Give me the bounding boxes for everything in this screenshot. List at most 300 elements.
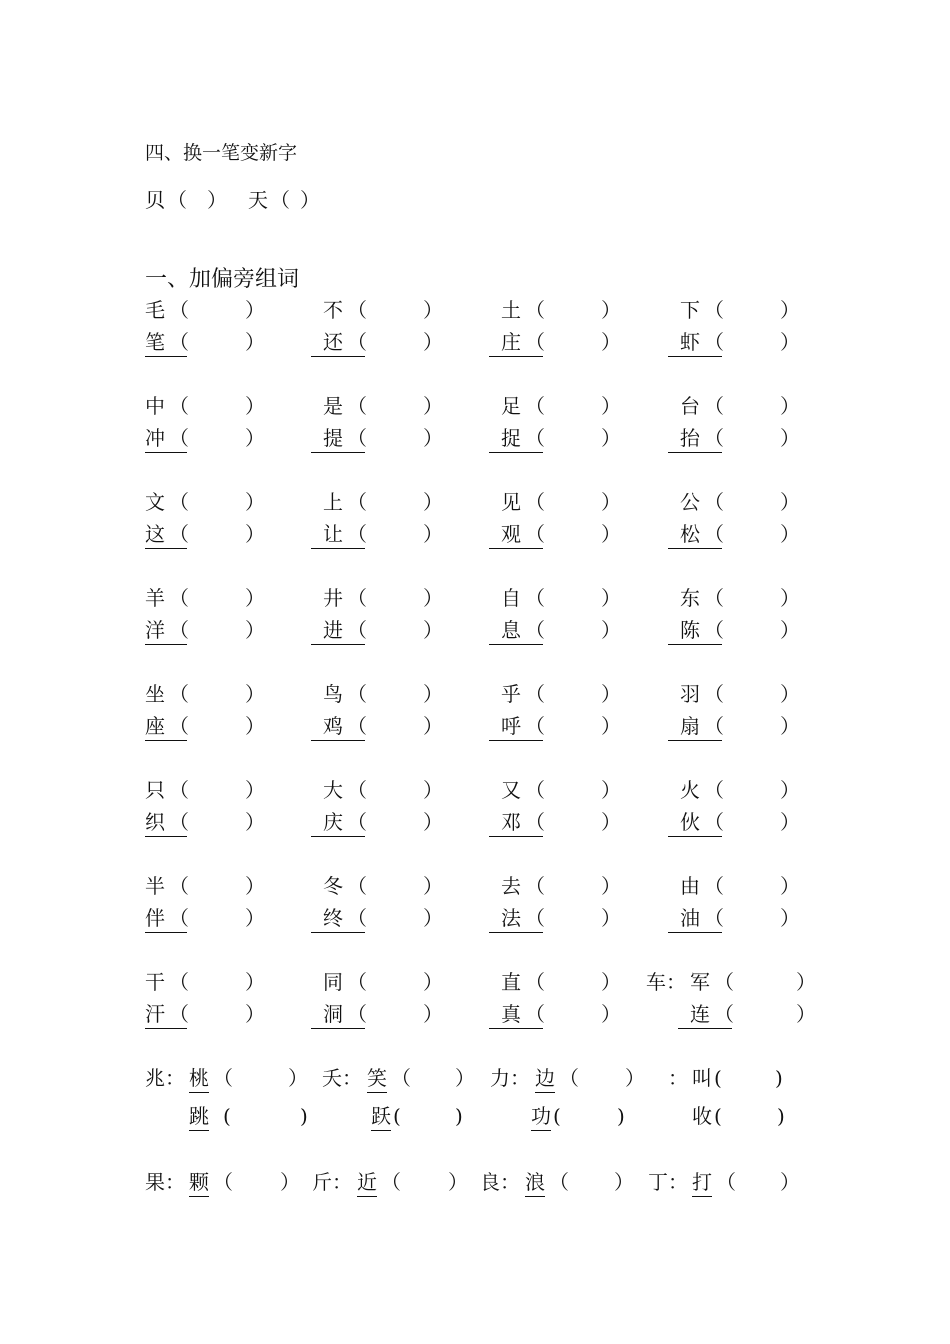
word-cell [680, 584, 850, 612]
word-cell [680, 808, 850, 836]
paren-open: （ [525, 778, 545, 802]
word-cell [323, 392, 493, 420]
base-char: 中 [145, 394, 165, 418]
paren-close: ） [780, 298, 800, 322]
paren-close: ） [423, 778, 443, 802]
paren-open: （ [704, 618, 724, 642]
paren-close: ） [601, 490, 621, 514]
paren-close: ） [245, 394, 265, 418]
paren-open: （ [714, 1002, 734, 1026]
word-cell [690, 1000, 860, 1028]
paren-close: ） [455, 1066, 475, 1090]
base-char: 火 [680, 778, 700, 802]
word-cell [145, 904, 315, 932]
base-char: 羊 [145, 586, 165, 610]
paren-open: （ [169, 874, 189, 898]
paren-open: （ [549, 1170, 569, 1194]
word-cell [145, 328, 315, 356]
base-char: 文 [145, 490, 165, 514]
paren-open: （ [525, 426, 545, 450]
paren-open: （ [169, 906, 189, 930]
paren-close: ） [780, 586, 800, 610]
word-cell [646, 968, 860, 996]
paren-close: ） [245, 618, 265, 642]
derived-char: 息 [489, 616, 543, 645]
radical-label: 丁： [648, 1170, 688, 1194]
word-cell [501, 712, 671, 740]
paren-open: （ [704, 298, 724, 322]
base-char: 鸟 [323, 682, 343, 706]
word-cell [323, 1000, 493, 1028]
base-char: 羽 [680, 682, 700, 706]
paren-open: （ [704, 874, 724, 898]
radical-word-char: 笑 [367, 1064, 387, 1093]
derived-char: 连 [678, 1000, 732, 1029]
paren-open: （ [381, 1170, 401, 1194]
word-cell [145, 520, 315, 548]
paren-close: ） [780, 682, 800, 706]
paren-close: ） [601, 618, 621, 642]
paren-close: ） [423, 522, 443, 546]
derived-char: 洋 [145, 616, 187, 645]
base-char: 由 [680, 874, 700, 898]
word-cell [501, 808, 671, 836]
derived-char: 抬 [668, 424, 722, 453]
paren-open: ( [393, 1104, 401, 1128]
paren-open: （ [525, 970, 545, 994]
base-char: 自 [501, 586, 521, 610]
derived-char: 邓 [489, 808, 543, 837]
paren-close: ） [601, 522, 621, 546]
paren-close: ） [780, 778, 800, 802]
base-char: 冬 [323, 874, 343, 898]
word-cell [680, 872, 850, 900]
word-cell [680, 424, 850, 452]
paren-open: （ [347, 490, 367, 514]
derived-char: 让 [311, 520, 365, 549]
word-cell [501, 776, 671, 804]
paren-close: ） [601, 778, 621, 802]
paren-open: （ [347, 970, 367, 994]
paren-open: （ [704, 682, 724, 706]
change-stroke-item [248, 186, 348, 214]
word-cell [501, 872, 671, 900]
word-cell [323, 488, 493, 516]
paren-close: ） [448, 1170, 468, 1194]
radical-label: ： [668, 1066, 688, 1090]
paren-close: ） [245, 330, 265, 354]
paren-close: ） [288, 1066, 308, 1090]
paren-open: （ [347, 1002, 367, 1026]
paren-close: ） [245, 714, 265, 738]
base-char: 大 [323, 778, 343, 802]
paren-open: （ [525, 490, 545, 514]
derived-char: 这 [145, 520, 187, 549]
paren-close: ） [245, 298, 265, 322]
paren-open: （ [169, 298, 189, 322]
paren-close: ） [423, 714, 443, 738]
paren-open: （ [714, 970, 734, 994]
base-char: 不 [323, 298, 343, 322]
word-cell [145, 584, 315, 612]
paren-open: （ [347, 618, 367, 642]
paren-close: ） [601, 682, 621, 706]
derived-char: 织 [145, 808, 187, 837]
derived-char: 法 [489, 904, 543, 933]
base-char: 直 [501, 970, 521, 994]
word-cell [501, 904, 671, 932]
paren-open: ( [714, 1066, 722, 1090]
word-cell [145, 968, 315, 996]
paren-open: （ [213, 1170, 233, 1194]
paren-open: （ [525, 810, 545, 834]
paren-open: （ [347, 522, 367, 546]
word-cell [680, 392, 850, 420]
radical-label: 果： [145, 1170, 185, 1194]
derived-char: 笔 [145, 328, 187, 357]
derived-char: 洞 [311, 1000, 365, 1029]
paren-close: ） [780, 522, 800, 546]
paren-close: ） [423, 426, 443, 450]
radical-label: 良： [480, 1170, 520, 1194]
word-cell [323, 968, 493, 996]
word-cell [680, 488, 850, 516]
base-char: 乎 [501, 682, 521, 706]
base-char: 公 [680, 490, 700, 514]
paren-open: （ [525, 618, 545, 642]
paren-open: （ [391, 1066, 411, 1090]
derived-char: 终 [311, 904, 365, 933]
word-cell [680, 904, 850, 932]
radical-label: 斤： [312, 1170, 352, 1194]
paren-open: （ [347, 330, 367, 354]
word-cell [501, 328, 671, 356]
base-char: 干 [145, 970, 165, 994]
paren-close: ） [625, 1066, 645, 1090]
paren-open: ( [714, 1104, 722, 1128]
word-cell [501, 616, 671, 644]
radical-word-char: 颗 [189, 1168, 209, 1197]
word-cell [323, 616, 493, 644]
derived-char: 扇 [668, 712, 722, 741]
base-char: 东 [680, 586, 700, 610]
derived-char: 真 [489, 1000, 543, 1029]
paren-open: ( [553, 1104, 561, 1128]
word-cell [145, 616, 315, 644]
base-char: 同 [323, 970, 343, 994]
word-cell [501, 296, 671, 324]
paren-open: （ [704, 490, 724, 514]
paren-close: ） [780, 426, 800, 450]
paren-open: （ [347, 298, 367, 322]
word-cell [501, 584, 671, 612]
paren-open: （ [525, 906, 545, 930]
radical-word-char: 边 [535, 1064, 555, 1093]
paren-open: （ [213, 1066, 233, 1090]
base-char: 足 [501, 394, 521, 418]
word-cell [501, 488, 671, 516]
radical-word-char: 叫 [692, 1066, 712, 1090]
radical-word-char: 收 [692, 1104, 712, 1128]
paren-open: （ [704, 330, 724, 354]
paren-open: （ [169, 586, 189, 610]
paren-close: ） [245, 874, 265, 898]
paren-close: ） [207, 188, 227, 212]
paren-close: ） [780, 906, 800, 930]
base-char: 是 [323, 394, 343, 418]
paren-open: （ [704, 586, 724, 610]
derived-char: 庄 [489, 328, 543, 357]
paren-open: （ [704, 522, 724, 546]
section-1-title: 一、加偏旁组词 [145, 267, 300, 292]
paren-open: （ [525, 682, 545, 706]
paren-open: （ [704, 778, 724, 802]
word-cell [501, 1000, 671, 1028]
base-char: 下 [680, 298, 700, 322]
paren-open: （ [167, 188, 187, 212]
paren-open: ( [223, 1104, 231, 1128]
paren-close: ） [300, 188, 320, 212]
word-cell [145, 712, 315, 740]
paren-open: （ [525, 874, 545, 898]
derived-char: 松 [668, 520, 722, 549]
word-cell [680, 712, 850, 740]
derived-char: 观 [489, 520, 543, 549]
paren-close: ） [423, 810, 443, 834]
radical-label: 夭： [322, 1066, 362, 1090]
derived-char: 陈 [668, 616, 722, 645]
paren-close: ） [780, 1170, 800, 1194]
paren-open: （ [347, 394, 367, 418]
paren-open: （ [704, 426, 724, 450]
radical-label: 车： [646, 970, 686, 994]
word-cell [680, 776, 850, 804]
paren-close: ） [245, 810, 265, 834]
word-cell [323, 520, 493, 548]
word-cell [680, 680, 850, 708]
derived-char: 捉 [489, 424, 543, 453]
paren-open: （ [270, 188, 290, 212]
word-cell [680, 616, 850, 644]
paren-close: ） [601, 426, 621, 450]
paren-close: ） [796, 1002, 816, 1026]
paren-close: ） [423, 682, 443, 706]
word-cell [680, 296, 850, 324]
paren-close: ） [780, 330, 800, 354]
word-cell [501, 392, 671, 420]
derived-char: 呼 [489, 712, 543, 741]
radical-word-char: 桃 [189, 1064, 209, 1093]
paren-close: ） [780, 618, 800, 642]
paren-open: （ [347, 874, 367, 898]
radical-word-char: 跳 [189, 1102, 209, 1131]
paren-close: ） [796, 970, 816, 994]
word-cell [323, 328, 493, 356]
paren-close: ) [617, 1104, 625, 1128]
paren-open: （ [704, 714, 724, 738]
word-cell [145, 392, 315, 420]
radical-word-char: 打 [692, 1168, 712, 1197]
paren-open: （ [169, 394, 189, 418]
paren-close: ） [245, 586, 265, 610]
paren-close: ） [614, 1170, 634, 1194]
paren-open: （ [169, 618, 189, 642]
paren-open: （ [525, 522, 545, 546]
paren-close: ） [601, 394, 621, 418]
word-cell [323, 808, 493, 836]
paren-open: （ [347, 906, 367, 930]
derived-char: 进 [311, 616, 365, 645]
word-cell [323, 776, 493, 804]
paren-close: ） [245, 426, 265, 450]
paren-close: ） [245, 906, 265, 930]
word-cell [323, 296, 493, 324]
word-cell [323, 680, 493, 708]
paren-open: （ [169, 330, 189, 354]
derived-char: 鸡 [311, 712, 365, 741]
paren-close: ） [423, 586, 443, 610]
derived-char: 庆 [311, 808, 365, 837]
paren-open: （ [525, 1002, 545, 1026]
word-cell [680, 520, 850, 548]
base-char: 去 [501, 874, 521, 898]
paren-close: ） [280, 1170, 300, 1194]
paren-close: ） [245, 522, 265, 546]
paren-close: ) [777, 1104, 785, 1128]
source-char: 天 [248, 188, 268, 212]
paren-close: ） [780, 490, 800, 514]
word-cell [323, 584, 493, 612]
word-cell [145, 872, 315, 900]
word-cell [501, 680, 671, 708]
paren-open: （ [347, 778, 367, 802]
word-cell [145, 1000, 315, 1028]
paren-close: ） [601, 714, 621, 738]
paren-open: （ [704, 394, 724, 418]
derived-char: 提 [311, 424, 365, 453]
section-4-title: 四、换一笔变新字 [145, 142, 298, 164]
paren-close: ） [245, 970, 265, 994]
word-cell [145, 808, 315, 836]
radical-word-char: 功 [531, 1102, 551, 1131]
paren-open: （ [169, 426, 189, 450]
paren-close: ） [423, 330, 443, 354]
word-cell [323, 872, 493, 900]
word-cell [323, 904, 493, 932]
paren-open: （ [525, 586, 545, 610]
paren-close: ） [601, 298, 621, 322]
paren-close: ) [455, 1104, 463, 1128]
base-char: 见 [501, 490, 521, 514]
paren-close: ） [780, 874, 800, 898]
word-cell [323, 424, 493, 452]
paren-close: ） [601, 330, 621, 354]
base-char: 军 [690, 970, 710, 994]
paren-close: ） [423, 874, 443, 898]
radical-word-char: 浪 [525, 1168, 545, 1197]
paren-open: （ [347, 810, 367, 834]
derived-char: 汗 [145, 1000, 187, 1029]
paren-open: （ [525, 714, 545, 738]
base-char: 台 [680, 394, 700, 418]
word-cell [680, 328, 850, 356]
paren-open: （ [169, 1002, 189, 1026]
paren-open: （ [704, 906, 724, 930]
paren-close: ） [423, 298, 443, 322]
paren-open: （ [169, 490, 189, 514]
word-cell [145, 776, 315, 804]
paren-close: ） [601, 586, 621, 610]
paren-close: ） [245, 682, 265, 706]
paren-close: ） [423, 906, 443, 930]
derived-char: 虾 [668, 328, 722, 357]
paren-close: ） [423, 618, 443, 642]
paren-open: （ [525, 394, 545, 418]
paren-open: （ [559, 1066, 579, 1090]
radical-word-char: 近 [357, 1168, 377, 1197]
paren-close: ） [601, 874, 621, 898]
derived-char: 伴 [145, 904, 187, 933]
paren-open: （ [716, 1170, 736, 1194]
paren-close: ） [423, 970, 443, 994]
paren-close: ） [245, 1002, 265, 1026]
word-cell [145, 488, 315, 516]
paren-close: ） [601, 810, 621, 834]
base-char: 又 [501, 778, 521, 802]
base-char: 只 [145, 778, 165, 802]
paren-open: （ [704, 810, 724, 834]
source-char: 贝 [145, 188, 165, 212]
paren-open: （ [169, 810, 189, 834]
paren-open: （ [169, 522, 189, 546]
paren-close: ) [300, 1104, 308, 1128]
radical-label: 兆： [145, 1066, 185, 1090]
derived-char: 伙 [668, 808, 722, 837]
paren-open: （ [347, 682, 367, 706]
base-char: 毛 [145, 298, 165, 322]
paren-open: （ [169, 682, 189, 706]
word-cell [501, 520, 671, 548]
word-cell [323, 712, 493, 740]
paren-close: ） [245, 490, 265, 514]
derived-char: 冲 [145, 424, 187, 453]
base-char: 坐 [145, 682, 165, 706]
paren-open: （ [525, 298, 545, 322]
word-cell [145, 424, 315, 452]
paren-close: ） [780, 810, 800, 834]
derived-char: 座 [145, 712, 187, 741]
paren-open: （ [525, 330, 545, 354]
paren-close: ） [423, 394, 443, 418]
derived-char: 油 [668, 904, 722, 933]
radical-label: 力： [490, 1066, 530, 1090]
base-char: 井 [323, 586, 343, 610]
base-char: 半 [145, 874, 165, 898]
paren-close: ) [775, 1066, 783, 1090]
word-cell [501, 424, 671, 452]
radical-word-char: 跃 [371, 1102, 391, 1131]
paren-close: ） [423, 490, 443, 514]
paren-close: ） [780, 394, 800, 418]
paren-open: （ [347, 426, 367, 450]
paren-close: ） [245, 778, 265, 802]
paren-open: （ [169, 714, 189, 738]
word-cell [145, 296, 315, 324]
paren-open: （ [169, 970, 189, 994]
paren-close: ） [601, 906, 621, 930]
paren-close: ） [780, 714, 800, 738]
base-char: 上 [323, 490, 343, 514]
